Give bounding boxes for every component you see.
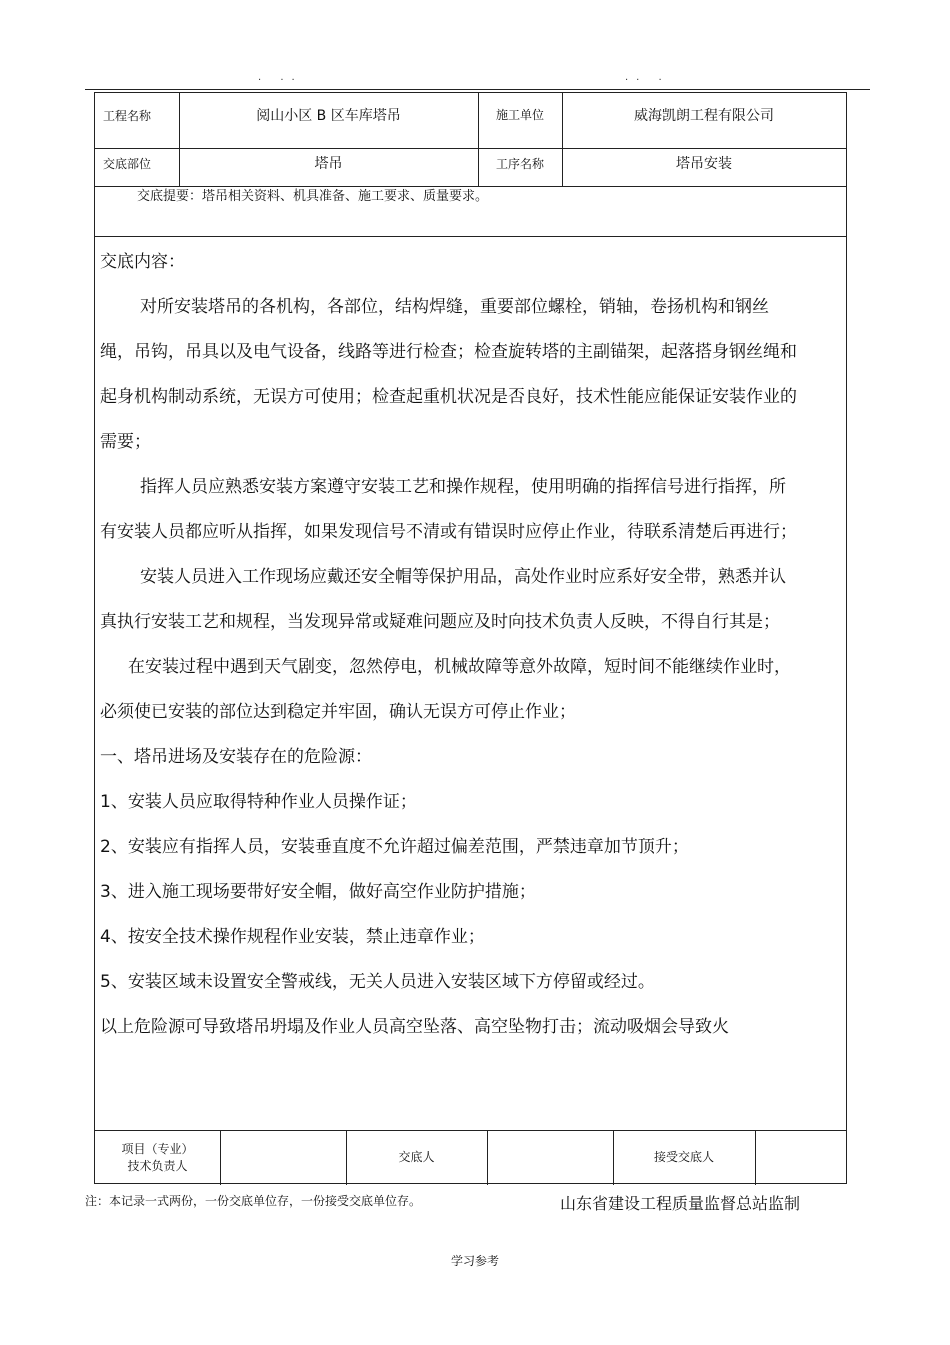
discloser-label: 交底人 <box>398 1150 435 1165</box>
discloser-signature <box>487 1130 613 1185</box>
content-paragraph: 在安装过程中遇到天气剧变，忽然停电，机械故障等意外故障，短时间不能继续作业时，必须使已安装的部位达到稳定并牢固，确认无误方可停止作业； <box>100 657 791 722</box>
hazard-item: 3、进入施工现场要带好安全帽，做好高空作业防护措施； <box>100 882 536 902</box>
tech-lead-label-line1: 项目（专业） <box>121 1141 194 1156</box>
process-label: 工序名称 <box>495 156 544 171</box>
project-name-value: 阅山小区 B 区车库塔吊 <box>256 107 401 124</box>
hazard-item: 2、安装应有指挥人员，安装垂直度不允许超过偏差范围，严禁违章加节顶升； <box>100 837 689 857</box>
construction-unit-label: 施工单位 <box>495 108 544 123</box>
content-paragraph: 指挥人员应熟悉安装方案遵守安装工艺和操作规程，使用明确的指挥信号进行指挥，所有安装人员都应听从指挥，如果发现信号不清或有错误时应停止作业，待联系清楚后再进行； <box>100 477 797 542</box>
footer-organization: 山东省建设工程质量监督总站监制 <box>560 1194 801 1213</box>
project-name-label: 工程名称 <box>103 109 152 123</box>
hazard-section-title: 一、塔吊进场及安装存在的危险源： <box>100 747 372 767</box>
disclosure-summary: 交底提要：塔吊相关资料、机具准备、施工要求、质量要求。 <box>137 189 489 204</box>
tech-lead-label <box>95 1130 220 1185</box>
hazard-item: 4、按安全技术操作规程作业安装，禁止违章作业； <box>100 927 485 947</box>
tech-lead-label-line2: 技术负责人 <box>127 1158 188 1173</box>
content-heading: 交底内容： <box>100 252 185 272</box>
hazard-item: 5、安装区域未设置安全警戒线，无关人员进入安装区域下方停留或经过。 <box>100 972 655 992</box>
content-paragraph: 对所安装塔吊的各机构，各部位，结构焊缝，重要部位螺栓，销轴，卷扬机构和钢丝绳，吊钩，吊具以及电气设备，线路等进行检查；检查旋转塔的主副锚架，起落搭身钢丝绳和起身机构制动系统，无误方可使用；检查起重机状况是否良好，技术性能应能保证安装作业的需要； <box>100 297 797 452</box>
page-footer-label: 学习参考 <box>450 1254 499 1268</box>
row-divider <box>95 236 846 237</box>
header-dots-right: .. . <box>625 72 670 83</box>
closing-text: 以上危险源可导致塔吊坍塌及作业人员高空坠落、高空坠物打击；流动吸烟会导致火 <box>100 1017 729 1037</box>
construction-unit-value: 威海凯朗工程有限公司 <box>634 107 774 124</box>
hazard-item: 1、安装人员应取得特种作业人员操作证； <box>100 792 417 812</box>
process-value: 塔吊安装 <box>676 156 732 173</box>
receiver-signature <box>755 1130 846 1185</box>
disclosure-content <box>100 240 800 1050</box>
header-rule <box>85 89 870 90</box>
part-label: 交底部位 <box>103 156 152 171</box>
content-paragraph: 安装人员进入工作现场应戴还安全帽等保护用品，高处作业时应系好安全带，熟悉并认真执行安装工艺和规程，当发现异常或疑难问题应及时向技术负责人反映，不得自行其是； <box>100 567 786 632</box>
header-dots-left: . .. <box>258 72 303 83</box>
footer-note: 注：本记录一式两份，一份交底单位存，一份接受交底单位存。 <box>85 1194 422 1208</box>
receiver-label: 接受交底人 <box>653 1150 714 1165</box>
tech-lead-signature <box>220 1130 346 1185</box>
part-value: 塔吊 <box>314 156 343 173</box>
